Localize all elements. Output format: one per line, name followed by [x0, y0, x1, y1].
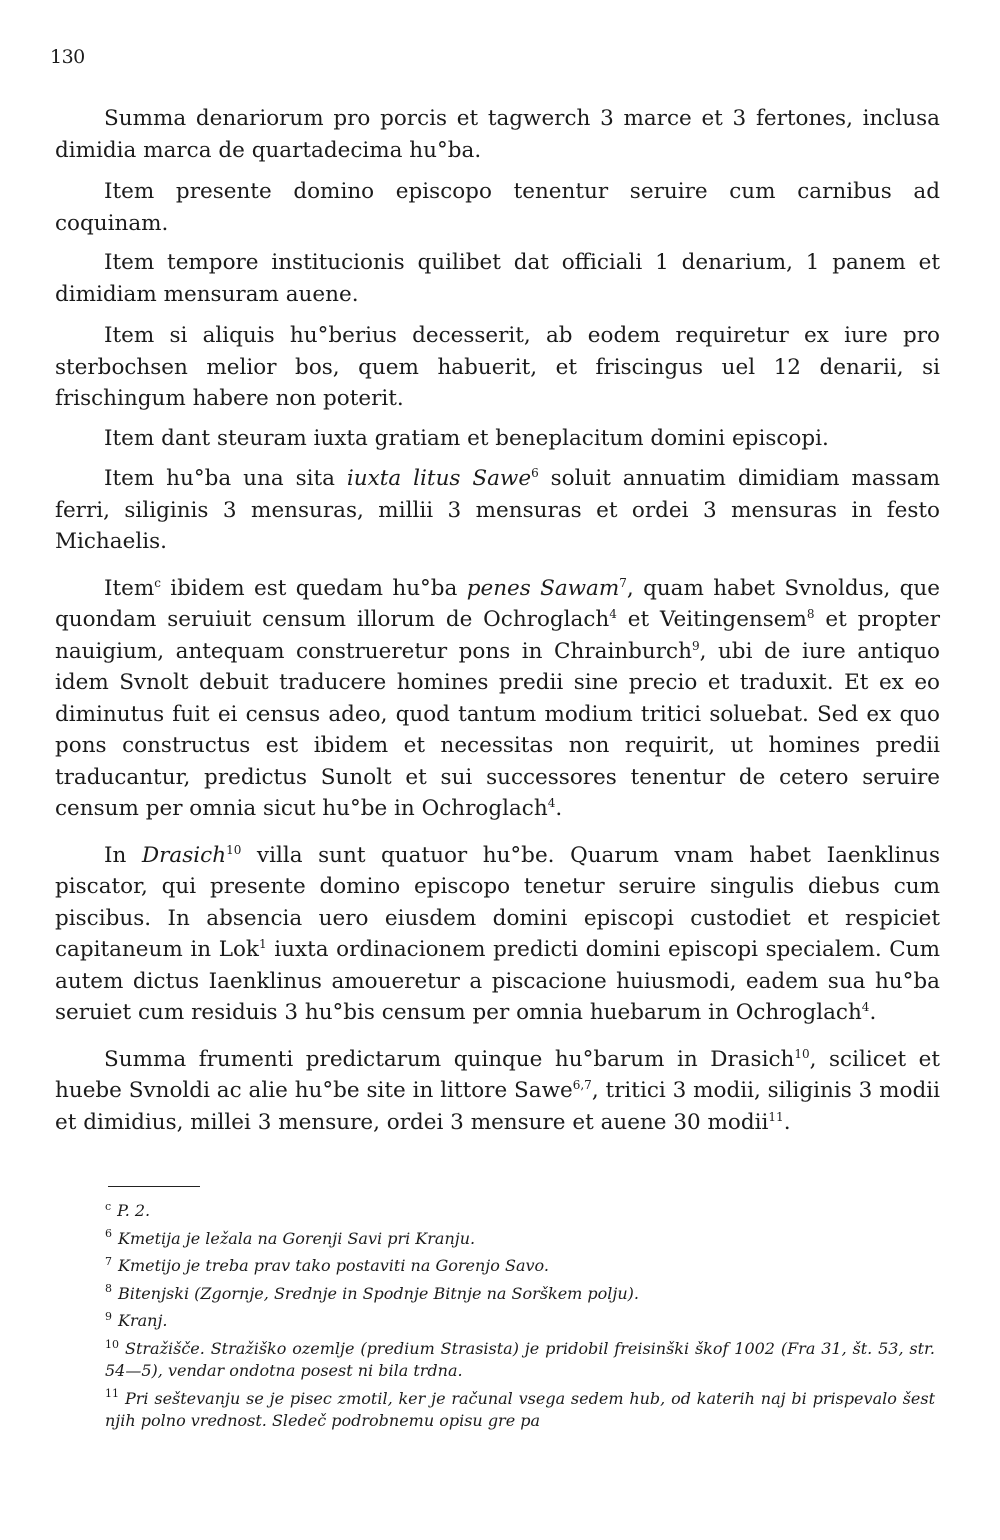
footnote-text: Kmetija je ležala na Gorenji Savi pri Kranju.	[118, 1228, 476, 1248]
footnote-mark: 6	[105, 1227, 112, 1241]
footnotes	[105, 1200, 935, 1437]
italic-place: iuxta litus Sawe	[346, 466, 532, 491]
italic-place: penes Sawam	[466, 575, 620, 601]
footnote-text: Stražišče. Stražiško ozemlje (predium Strasista) je pridobil freisinški škof 1002 (Fra 31, št. 53, str. 54—5), vendar ondotna posest ni bila trdna.	[105, 1338, 935, 1380]
paragraph-1: Summa denariorum pro porcis et tagwerch 3 marce et 3 fertones, inclusa dimidia marca de quartadecima hu°ba.	[55, 106, 940, 163]
footnote-8	[105, 1283, 935, 1305]
footnote-text: Kmetijo je treba prav tako postaviti na Gorenjo Savo.	[118, 1256, 549, 1276]
text-span: .	[783, 1109, 791, 1135]
text-span: Item	[104, 575, 155, 601]
footnote-ref: 1	[258, 936, 267, 951]
italic-place: Drasich	[141, 842, 227, 868]
footnote-mark: c	[105, 1199, 112, 1213]
footnote-ref: 6,7	[572, 1077, 592, 1092]
text-span: , tritici 3 modii, siliginis 3 modii et dimidius, millei 3 mensure, ordei 3 mensure et auene 30 modii	[55, 1078, 940, 1135]
footnote-ref: 4	[547, 795, 556, 810]
paragraph-6	[55, 463, 940, 558]
paragraph-9	[55, 1044, 940, 1139]
text-span: et Veitingensem	[616, 607, 807, 632]
main-text	[55, 103, 940, 1148]
footnote-separator	[108, 1186, 200, 1187]
footnote-text: Kranj.	[118, 1311, 168, 1331]
text-span: .	[555, 796, 563, 821]
footnote-wrap	[50, 1338, 935, 1432]
text-span: In	[104, 842, 142, 868]
footnote-ref: 4	[861, 999, 870, 1014]
footnote-6	[105, 1228, 935, 1250]
paragraph-4: Item si aliquis hu°berius decesserit, ab eodem requiretur ex iure pro sterbochsen melior bos, quem habuerit, et friscingus uel 12 denarii, si frischingum habere non poterit.	[55, 323, 940, 411]
footnote-ref: 7	[619, 575, 627, 590]
text-span: , quam habet Svnoldus, que quondam seruiuit censum illorum de Ochroglach	[55, 575, 940, 632]
text-span: et propter nauigium, antequam construeretur pons in Chrainburch	[55, 607, 940, 664]
text-span: iuxta ordinacionem predicti domini episcopi specialem. Cum autem dictus Iaenklinus amoueretur a piscacione huiusmodi, eadem sua hu°ba seruiet cum residuis 3 hu°bis censum per omnia huebarum in Ochroglach	[55, 937, 940, 1025]
paragraph-7	[55, 573, 940, 825]
text-span: Summa frumenti predictarum quinque hu°barum in Drasich	[104, 1046, 795, 1072]
footnote-ref: c	[154, 575, 161, 590]
page-number: 130	[50, 46, 85, 68]
footnote-ref: 11	[768, 1109, 784, 1124]
text-span: , ubi de iure antiquo idem Svnolt debuit traducere homines predii sine precio et traduxit. Et ex eo diminutus fuit ei census adeo, quod tantum modium tritici soluebat. Sed ex quo pons constructus est ibidem et necessitas non requirit, ut homines predii traducantur, predictus Sunolt et sui successores tenentur de cetero seruire censum per omnia sicut hu°be in Ochroglach	[55, 638, 941, 821]
footnote-text: Bitenjski (Zgornje, Srednje in Spodnje Bitnje na Sorškem polju).	[118, 1283, 639, 1303]
footnote-text: P. 2.	[117, 1201, 151, 1220]
footnote-mark: 9	[105, 1310, 112, 1324]
text-span: villa sunt quatuor hu°be. Quarum vnam habet Iaenklinus piscator, qui presente domino episcopo tenetur seruire singulis diebus cum piscibus. In absencia uero eiusdem domini episcopi custodiet et respiciet capitaneum in Lok	[55, 842, 940, 962]
footnote-ref: 4	[609, 606, 617, 621]
footnote-ref: 8	[806, 606, 815, 621]
text-span: Item hu°ba una sita	[104, 466, 347, 491]
footnote-mark: 8	[105, 1282, 112, 1296]
footnote-ref: 6	[531, 465, 539, 480]
text-span: .	[869, 1000, 877, 1025]
footnote-10	[105, 1338, 935, 1382]
footnote-mark: 7	[105, 1254, 112, 1268]
footnote-11	[105, 1388, 935, 1432]
text-span: ibidem est quedam hu°ba	[160, 575, 467, 601]
footnote-7	[105, 1255, 935, 1277]
footnote-ref: 9	[691, 638, 700, 653]
footnote-mark: 11	[105, 1387, 119, 1401]
text-span: soluit annuatim dimidiam massam ferri, siliginis 3 mensuras, millii 3 mensuras et ordei 3 mensuras in festo Michaelis.	[55, 466, 940, 554]
footnote-mark: 10	[105, 1337, 119, 1351]
footnote-ref: 10	[226, 842, 242, 857]
footnote-text: Pri seštevanju se je pisec zmotil, ker je računal vsega sedem hub, od katerih naj bi prispevalo šest njih polno vrednost. Sledeč podrobnemu opisu gre pa	[105, 1388, 935, 1430]
text-span: , scilicet et huebe Svnoldi ac alie hu°be site in littore Sawe	[55, 1046, 940, 1103]
paragraph-5: Item dant steuram iuxta gratiam et beneplacitum domini episcopi.	[104, 425, 829, 451]
paragraph-3: Item tempore institucionis quilibet dat officiali 1 denarium, 1 panem et dimidiam mensuram auene.	[55, 250, 940, 307]
footnote-9	[105, 1310, 935, 1332]
footnote-ref: 10	[794, 1046, 810, 1061]
paragraph-8	[55, 840, 940, 1029]
paragraph-2: Item presente domino episcopo tenentur seruire cum carnibus ad coquinam.	[55, 179, 940, 236]
footnote-c	[105, 1200, 935, 1222]
